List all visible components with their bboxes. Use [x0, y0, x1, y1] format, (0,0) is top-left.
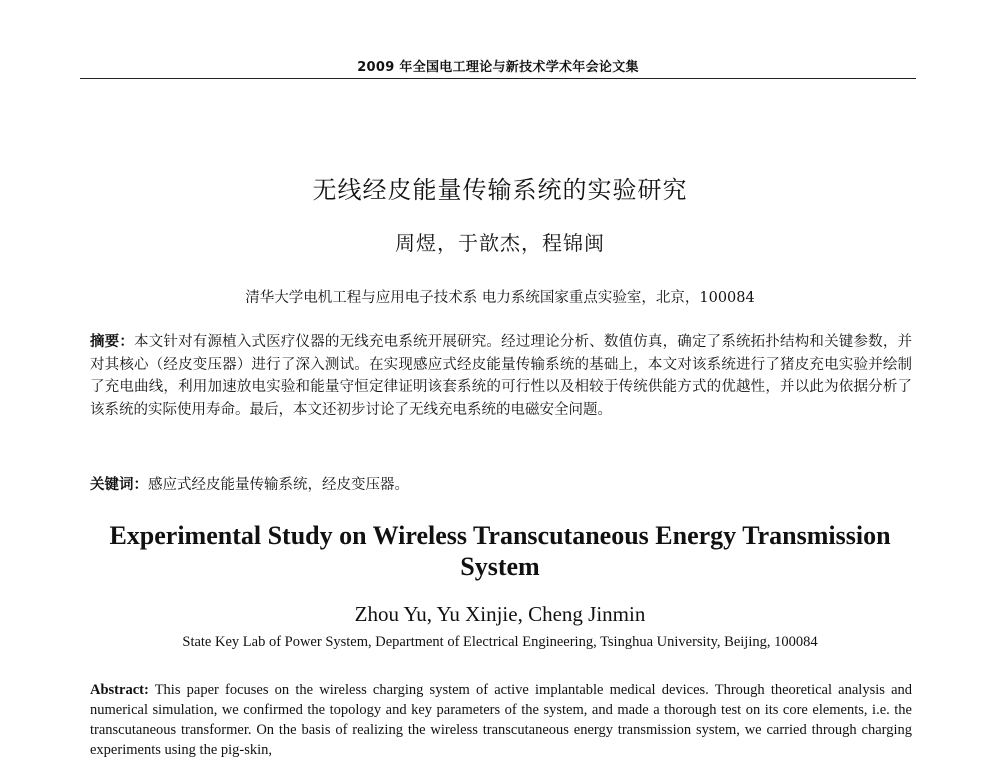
running-header: 2009 年全国电工理论与新技术学术年会论文集 — [80, 56, 916, 79]
chinese-abstract-text: 本文针对有源植入式医疗仪器的无线充电系统开展研究。经过理论分析、数值仿真，确定了系统拓扑结构和关键参数，并对其核心（经皮变压器）进行了深入测试。在实现感应式经皮能量传输系统的基础上，本文对该系统进行了猪皮充电实验并绘制了充电曲线，利用加速放电实验和能量守恒定律证明该套系统的可行性以及相较于传统供能方式的优越性，并以此为依据分析了该系统的实际使用寿命。最后，本文还初步讨论了无线充电系统的电磁安全问题。 — [90, 334, 912, 418]
chinese-title: 无线经皮能量传输系统的实验研究 — [312, 176, 688, 204]
english-title: Experimental Study on Wireless Transcutaneous Energy Transmission System — [109, 521, 891, 581]
chinese-affiliation: 清华大学电机工程与应用电子技术系 电力系统国家重点实验室，北京，100084 — [245, 290, 755, 306]
english-abstract-text: This paper focuses on the wireless charging system of active implantable medical devices. Through theoretical analysis and numerical simulation, we confirmed the topology and key parameters of the system, and made a thorough test on its core elements, i.e. the transcutaneous transformer. On the basis of realizing the wireless transcutaneous energy transmission system, we carried through charging experiments using the pig-skin, — [90, 682, 912, 758]
english-affiliation: State Key Lab of Power System, Department of Electrical Engineering, Tsinghua University, Beijing, 100084 — [182, 634, 818, 650]
chinese-authors: 周煜，于歆杰，程锦闽 — [395, 231, 605, 255]
chinese-abstract — [90, 331, 912, 421]
chinese-keywords — [90, 474, 912, 496]
english-authors: Zhou Yu, Yu Xinjie, Cheng Jinmin — [354, 602, 646, 626]
chinese-keywords-text: 感应式经皮能量传输系统，经皮变压器。 — [148, 477, 409, 493]
english-abstract — [90, 680, 912, 760]
english-abstract-label: Abstract: — [90, 682, 149, 698]
chinese-keywords-label: 关键词： — [90, 476, 148, 493]
chinese-abstract-label: 摘要： — [90, 333, 135, 350]
